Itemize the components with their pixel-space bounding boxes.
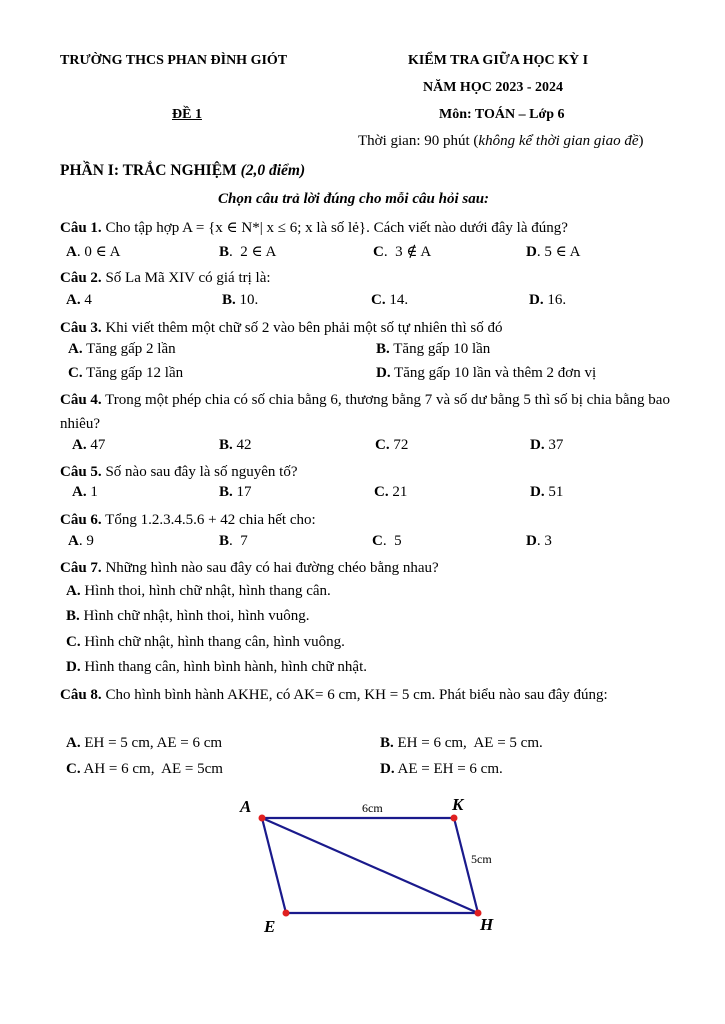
option-key: A: [68, 533, 79, 549]
question-3-option-d: [376, 365, 596, 382]
question-4-option-c: [375, 437, 408, 454]
question-4-option-b: [219, 437, 252, 454]
question-6: [60, 508, 690, 532]
question-label: Câu 6.: [60, 512, 102, 528]
option-key: B.: [376, 341, 390, 357]
option-key: D.: [376, 365, 391, 381]
question-4-option-a: [72, 437, 105, 454]
question-1: [60, 216, 690, 240]
option-key: D.: [66, 659, 81, 675]
option-text: Hình thang cân, hình bình hành, hình chữ nhật.: [80, 659, 368, 675]
question-text: Tổng 1.2.3.4.5.6 + 42 chia hết cho:: [101, 512, 316, 528]
vertex-label-h: H: [480, 915, 494, 934]
option-text: 51: [544, 484, 564, 500]
option-key: C: [373, 244, 384, 260]
question-6-option-b: [219, 533, 248, 550]
option-key: B.: [219, 484, 233, 500]
school-name: TRƯỜNG THCS PHAN ĐÌNH GIÓT: [60, 53, 288, 68]
option-text: Tăng gấp 10 lần: [389, 341, 491, 357]
option-text: 47: [86, 437, 106, 453]
option-separator: .: [78, 533, 83, 549]
question-8-option-a: [66, 735, 222, 752]
question-4-option-d: [530, 437, 563, 454]
question-3-option-c: [68, 365, 183, 382]
question-label: Câu 2.: [60, 270, 102, 286]
question-text: Những hình nào sau đây có hai đường chéo bằng nhau?: [101, 560, 439, 576]
question-2: [60, 266, 690, 290]
option-text: 5 ∈ A: [540, 244, 581, 260]
option-text: 3 ∉ A: [387, 244, 432, 260]
question-text: Số nào sau đây là số nguyên tố?: [101, 464, 298, 480]
section-title: PHẦN I: TRẮC NGHIỆM (2,0 điểm): [60, 162, 306, 179]
option-text: 1: [86, 484, 98, 500]
option-separator: .: [382, 533, 387, 549]
question-6-option-c: [372, 533, 402, 550]
option-text: 5: [386, 533, 402, 549]
option-key: D.: [380, 761, 395, 777]
question-7-option-b: [66, 608, 310, 625]
option-key: B: [219, 533, 230, 549]
option-text: Tăng gấp 12 lần: [82, 365, 184, 381]
option-key: D.: [529, 292, 544, 308]
option-key: B.: [222, 292, 236, 308]
option-separator: .: [383, 244, 388, 260]
question-2-option-a: [66, 292, 92, 309]
option-key: A.: [72, 437, 87, 453]
diagonal-ah: [262, 818, 478, 913]
question-2-option-c: [371, 292, 408, 309]
question-5: [60, 460, 690, 484]
option-key: C.: [66, 761, 81, 777]
question-7-option-c: [66, 634, 345, 651]
option-key: C.: [66, 634, 81, 650]
option-key: C.: [68, 365, 83, 381]
question-8-option-b: [380, 735, 543, 752]
option-text: AE = EH = 6 cm.: [394, 761, 503, 777]
question-1-option-a: [66, 242, 120, 261]
question-7: [60, 556, 690, 580]
question-3: [60, 316, 690, 340]
subject: Môn: TOÁN – Lớp 6: [439, 107, 565, 122]
option-text: 10.: [235, 292, 259, 308]
option-key: C.: [375, 437, 390, 453]
question-text: Cho hình bình hành AKHE, có AK= 6 cm, KH = 5 cm. Phát biểu nào sau đây đúng:: [101, 687, 608, 703]
question-text: Trong một phép chia có số chia bằng 6, thương bằng 7 và số dư bằng 5 thì số bị chia bằng bao nhiêu?: [60, 392, 670, 432]
edge-ea: [262, 818, 286, 913]
option-key: A.: [68, 341, 83, 357]
option-key: A: [66, 244, 77, 260]
option-separator: .: [536, 244, 541, 260]
option-text: 4: [80, 292, 92, 308]
option-key: C: [372, 533, 383, 549]
question-label: Câu 3.: [60, 320, 102, 336]
option-text: 7: [232, 533, 248, 549]
option-text: 14.: [385, 292, 409, 308]
vertex-label-a: A: [240, 797, 252, 816]
option-key: B.: [66, 608, 80, 624]
length-label-ak: 6cm: [362, 801, 383, 815]
question-2-option-d: [529, 292, 566, 309]
option-key: A.: [66, 735, 81, 751]
question-7-option-d: [66, 659, 367, 676]
option-key: B: [219, 244, 230, 260]
option-key: D.: [530, 437, 545, 453]
point-e: [283, 910, 290, 917]
question-3-option-b: [376, 341, 490, 358]
question-1-option-b: [219, 242, 276, 261]
option-separator: .: [536, 533, 541, 549]
option-key: B.: [219, 437, 233, 453]
option-text: 2 ∈ A: [232, 244, 277, 260]
question-8-option-c: [66, 761, 223, 778]
option-text: AH = 6 cm, AE = 5cm: [80, 761, 223, 777]
option-separator: .: [229, 244, 233, 260]
option-key: C.: [374, 484, 389, 500]
question-1-option-d: [526, 242, 580, 261]
option-key: A.: [66, 583, 81, 599]
question-5-option-b: [219, 484, 252, 501]
question-label: Câu 4.: [60, 392, 102, 408]
option-separator: .: [229, 533, 233, 549]
option-key: A.: [72, 484, 87, 500]
option-text: EH = 6 cm, AE = 5 cm.: [393, 735, 543, 751]
school-year: NĂM HỌC 2023 - 2024: [423, 80, 563, 95]
question-5-option-d: [530, 484, 563, 501]
option-text: Tăng gấp 10 lần và thêm 2 đơn vị: [390, 365, 597, 381]
question-text: Số La Mã XIV có giá trị là:: [101, 270, 271, 286]
option-text: Hình chữ nhật, hình thoi, hình vuông.: [79, 608, 310, 624]
parallelogram-figure: [230, 790, 520, 940]
exam-code: ĐỀ 1: [172, 107, 202, 122]
question-label: Câu 5.: [60, 464, 102, 480]
question-5-option-c: [374, 484, 407, 501]
question-label: Câu 7.: [60, 560, 102, 576]
option-key: D.: [530, 484, 545, 500]
time-info: Thời gian: 90 phút (không kể thời gian giao đề): [358, 133, 644, 149]
option-text: Hình chữ nhật, hình thang cân, hình vuông.: [80, 634, 345, 650]
question-5-option-a: [72, 484, 98, 501]
option-key: C.: [371, 292, 386, 308]
vertex-label-k: K: [452, 795, 464, 814]
vertex-label-e: E: [264, 917, 276, 936]
instruction: Chọn câu trả lời đúng cho mỗi câu hỏi sau:: [218, 191, 490, 207]
option-key: B.: [380, 735, 394, 751]
question-6-option-a: [68, 533, 94, 550]
figure-lines: [262, 818, 478, 913]
question-2-option-b: [222, 292, 258, 309]
option-text: 42: [232, 437, 252, 453]
question-8: [60, 683, 690, 707]
option-text: 3: [540, 533, 552, 549]
option-text: Tăng gấp 2 lần: [82, 341, 176, 357]
question-8-option-d: [380, 761, 503, 778]
option-text: 0 ∈ A: [80, 244, 121, 260]
question-4: [60, 388, 690, 436]
option-key: A.: [66, 292, 81, 308]
option-text: 72: [389, 437, 409, 453]
exam-title: KIỂM TRA GIỮA HỌC KỲ I: [408, 53, 589, 68]
question-7-option-a: [66, 583, 331, 600]
question-text: Khi viết thêm một chữ số 2 vào bên phải một số tự nhiên thì số đó: [101, 320, 503, 336]
option-text: 17: [232, 484, 252, 500]
point-a: [259, 815, 266, 822]
option-text: EH = 5 cm, AE = 6 cm: [80, 735, 223, 751]
point-k: [451, 815, 458, 822]
option-key: D: [526, 533, 537, 549]
question-text: Cho tập hợp A = {x ∈ N*| x ≤ 6; x là số lẻ}. Cách viết nào dưới đây là đúng?: [101, 220, 568, 236]
question-1-option-c: [373, 242, 431, 261]
option-text: Hình thoi, hình chữ nhật, hình thang cân.: [80, 583, 331, 599]
option-separator: .: [76, 244, 81, 260]
option-key: D: [526, 244, 537, 260]
option-text: 21: [388, 484, 408, 500]
option-text: 9: [82, 533, 94, 549]
length-label-kh: 5cm: [471, 852, 492, 866]
option-text: 16.: [543, 292, 567, 308]
question-3-option-a: [68, 341, 176, 358]
question-label: Câu 8.: [60, 687, 102, 703]
question-label: Câu 1.: [60, 220, 102, 236]
question-6-option-d: [526, 533, 552, 550]
option-text: 37: [544, 437, 564, 453]
